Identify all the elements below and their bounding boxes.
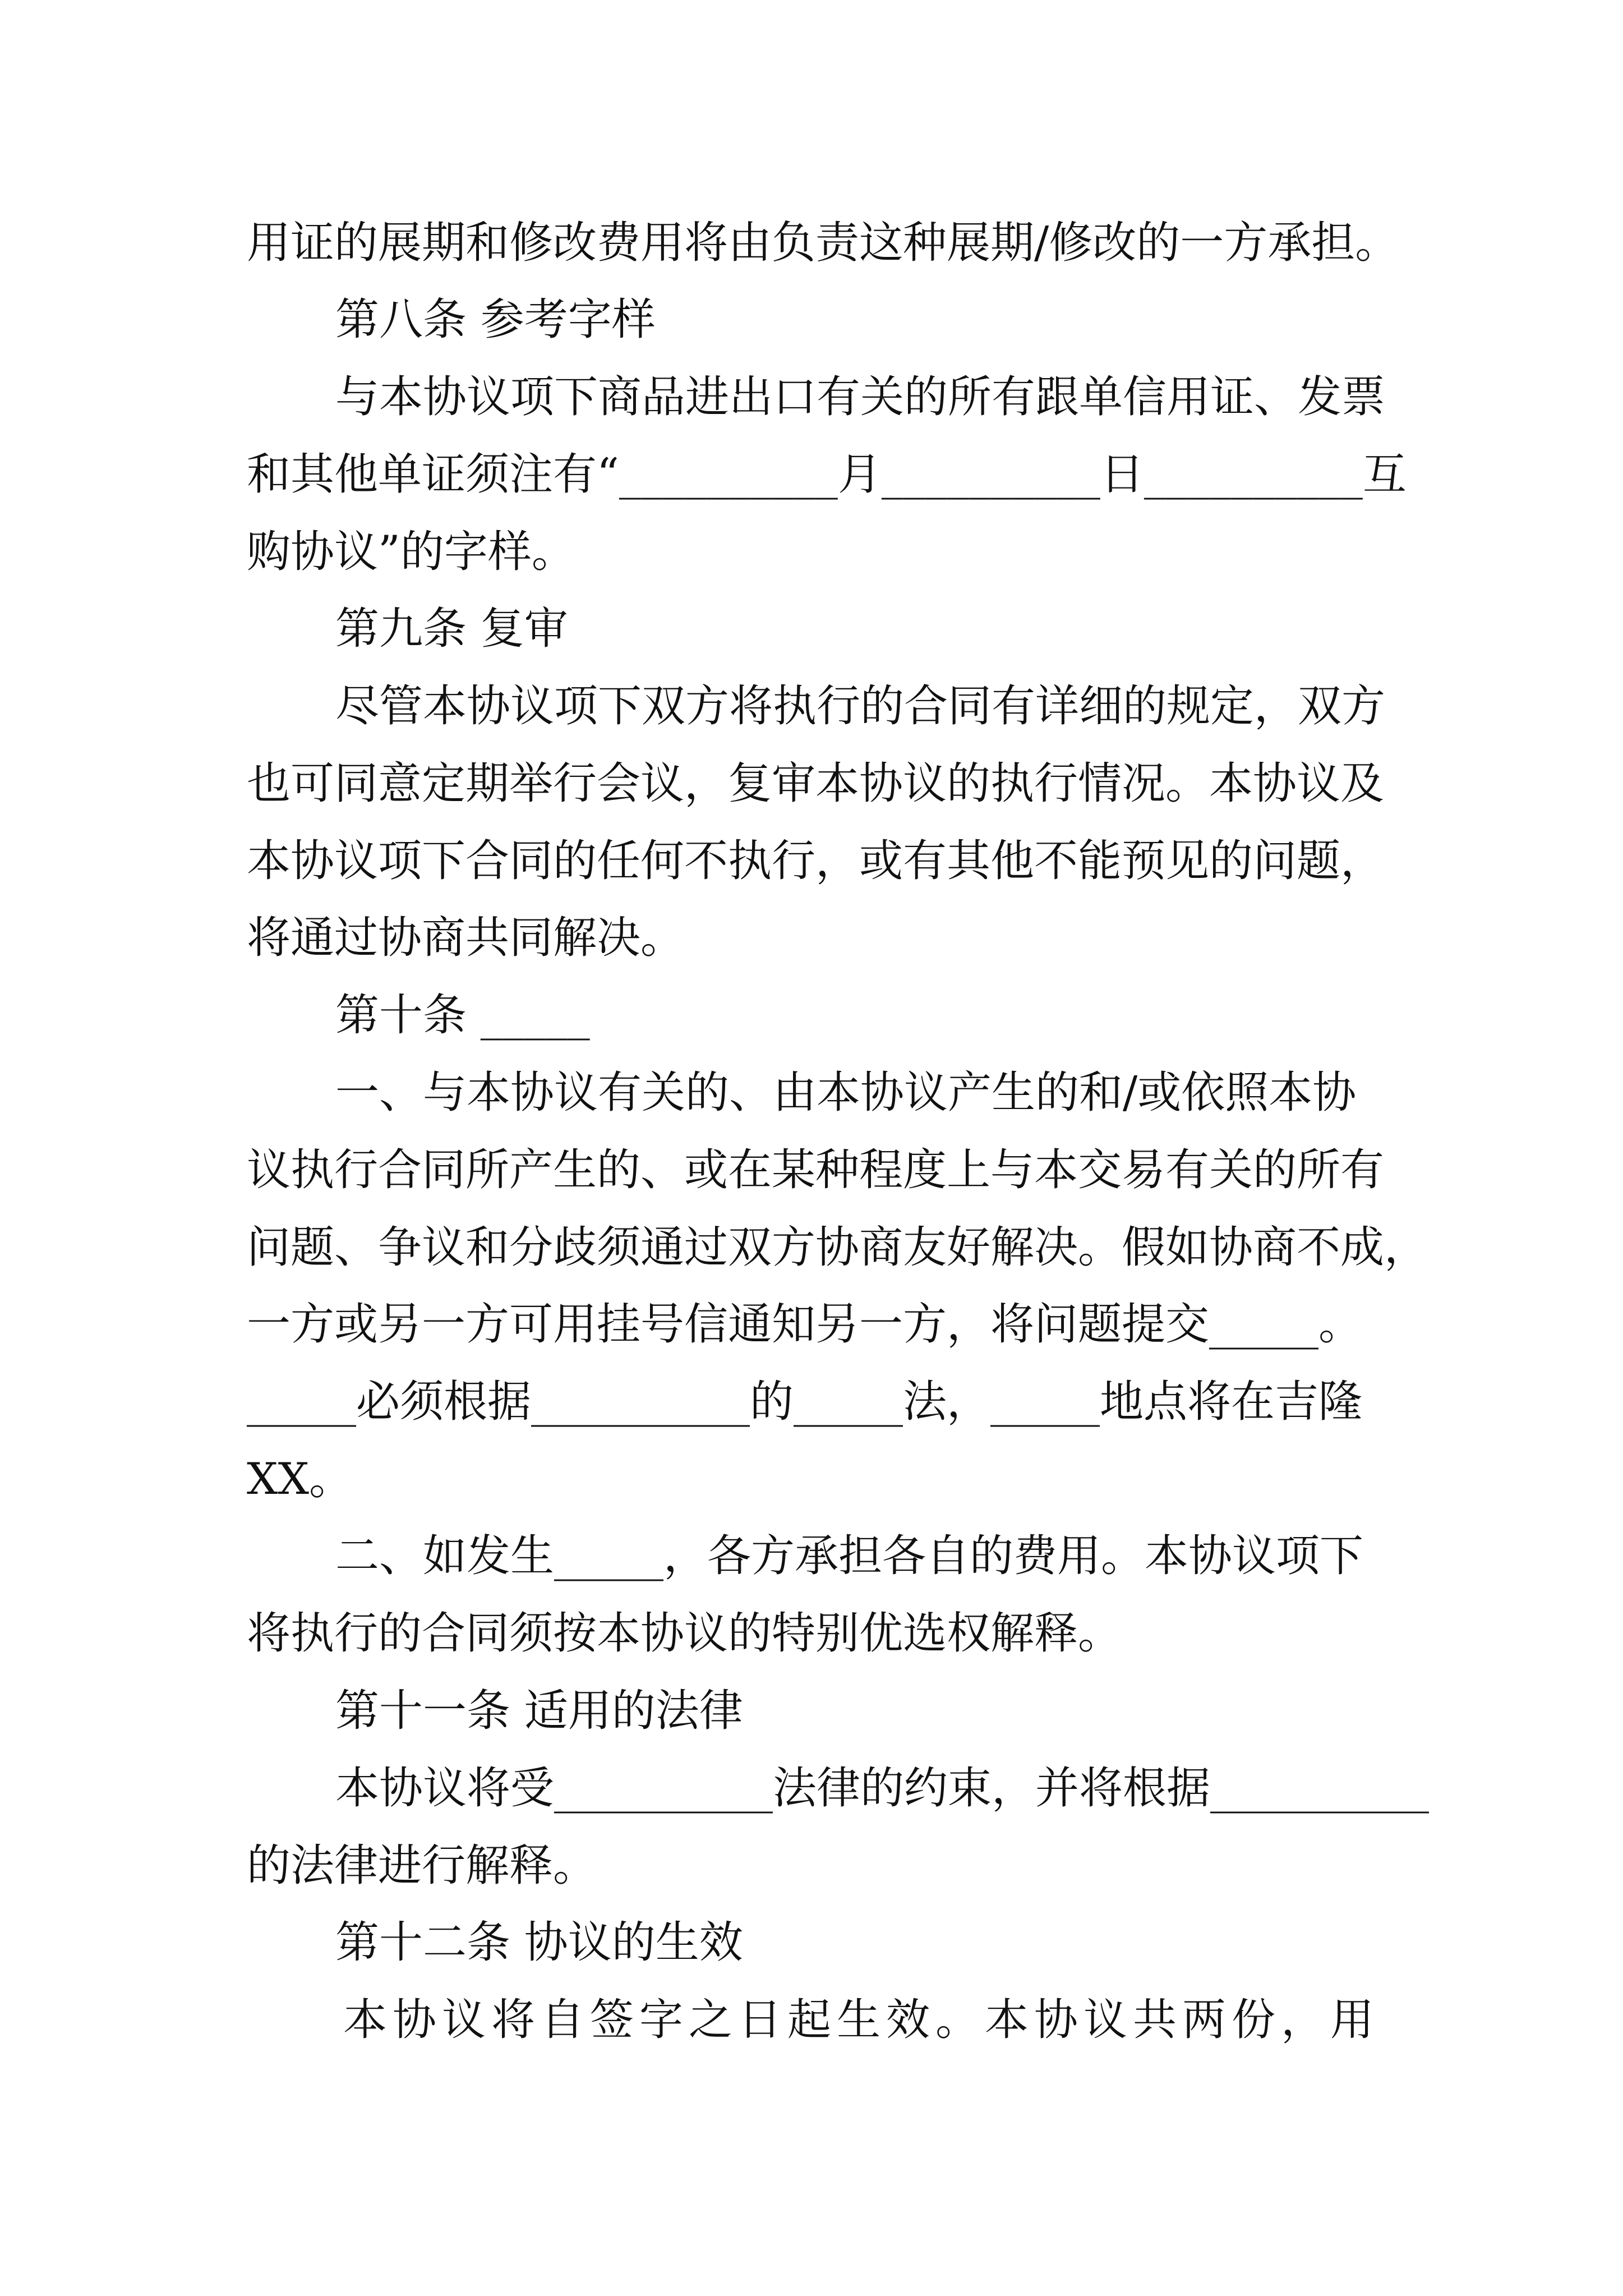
section-heading: 第十二条 协议的生效 (335, 1917, 743, 1968)
text-line: 议执行合同所产生的、或在某种程度上与本交易有关的所有 (247, 1145, 1385, 1195)
section-heading: 第九条 复审 (335, 604, 568, 654)
text-line: _____必须根据__________的_____法，_____地点将在吉隆 (247, 1377, 1363, 1427)
text-line: 和其他单证须注有“__________月__________日__________互 (247, 449, 1407, 500)
text-line: 购协议”的字样。 (247, 527, 575, 577)
text-line: 尽管本协议项下双方将执行的合同有详细的规定，双方 (335, 681, 1386, 731)
text-line: 也可同意定期举行会议，复审本协议的执行情况。本协议及 (247, 758, 1385, 809)
section-heading: 第十一条 适用的法律 (335, 1686, 743, 1736)
text-line: 与本协议项下商品进出口有关的所有跟单信用证、发票 (335, 372, 1386, 422)
text-line: 一、与本协议有关的、由本协议产生的和/或依照本协 (335, 1068, 1357, 1118)
text-line: 将执行的合同须按本协议的特别优选权解释。 (247, 1608, 1122, 1659)
text-line: 本协议将受__________法律的约束，并将根据__________ (335, 1763, 1430, 1814)
text-line: 的法律进行解释。 (247, 1841, 597, 1891)
text-line: 本协议将自签字之日起生效。本协议共两份，用 (343, 1995, 1380, 2045)
text-line: 将通过协商共同解决。 (247, 913, 685, 963)
text-line: 一方或另一方可用挂号信通知另一方，将问题提交_____。 (247, 1299, 1363, 1350)
text-line: XX。 (247, 1454, 353, 1504)
text-line: 问题、争议和分歧须通过双方协商友好解决。假如协商不成， (247, 1222, 1428, 1273)
text-line: 本协议项下合同的任何不执行，或有其他不能预见的问题， (247, 836, 1385, 886)
section-heading: 第十条 _____ (335, 990, 590, 1041)
text-line: 二、如发生_____，各方承担各自的费用。本协议项下 (335, 1531, 1364, 1581)
section-heading: 第八条 参考字样 (335, 295, 656, 345)
text-line: 用证的展期和修改费用将由负责这种展期/修改的一方承担。 (247, 218, 1399, 268)
